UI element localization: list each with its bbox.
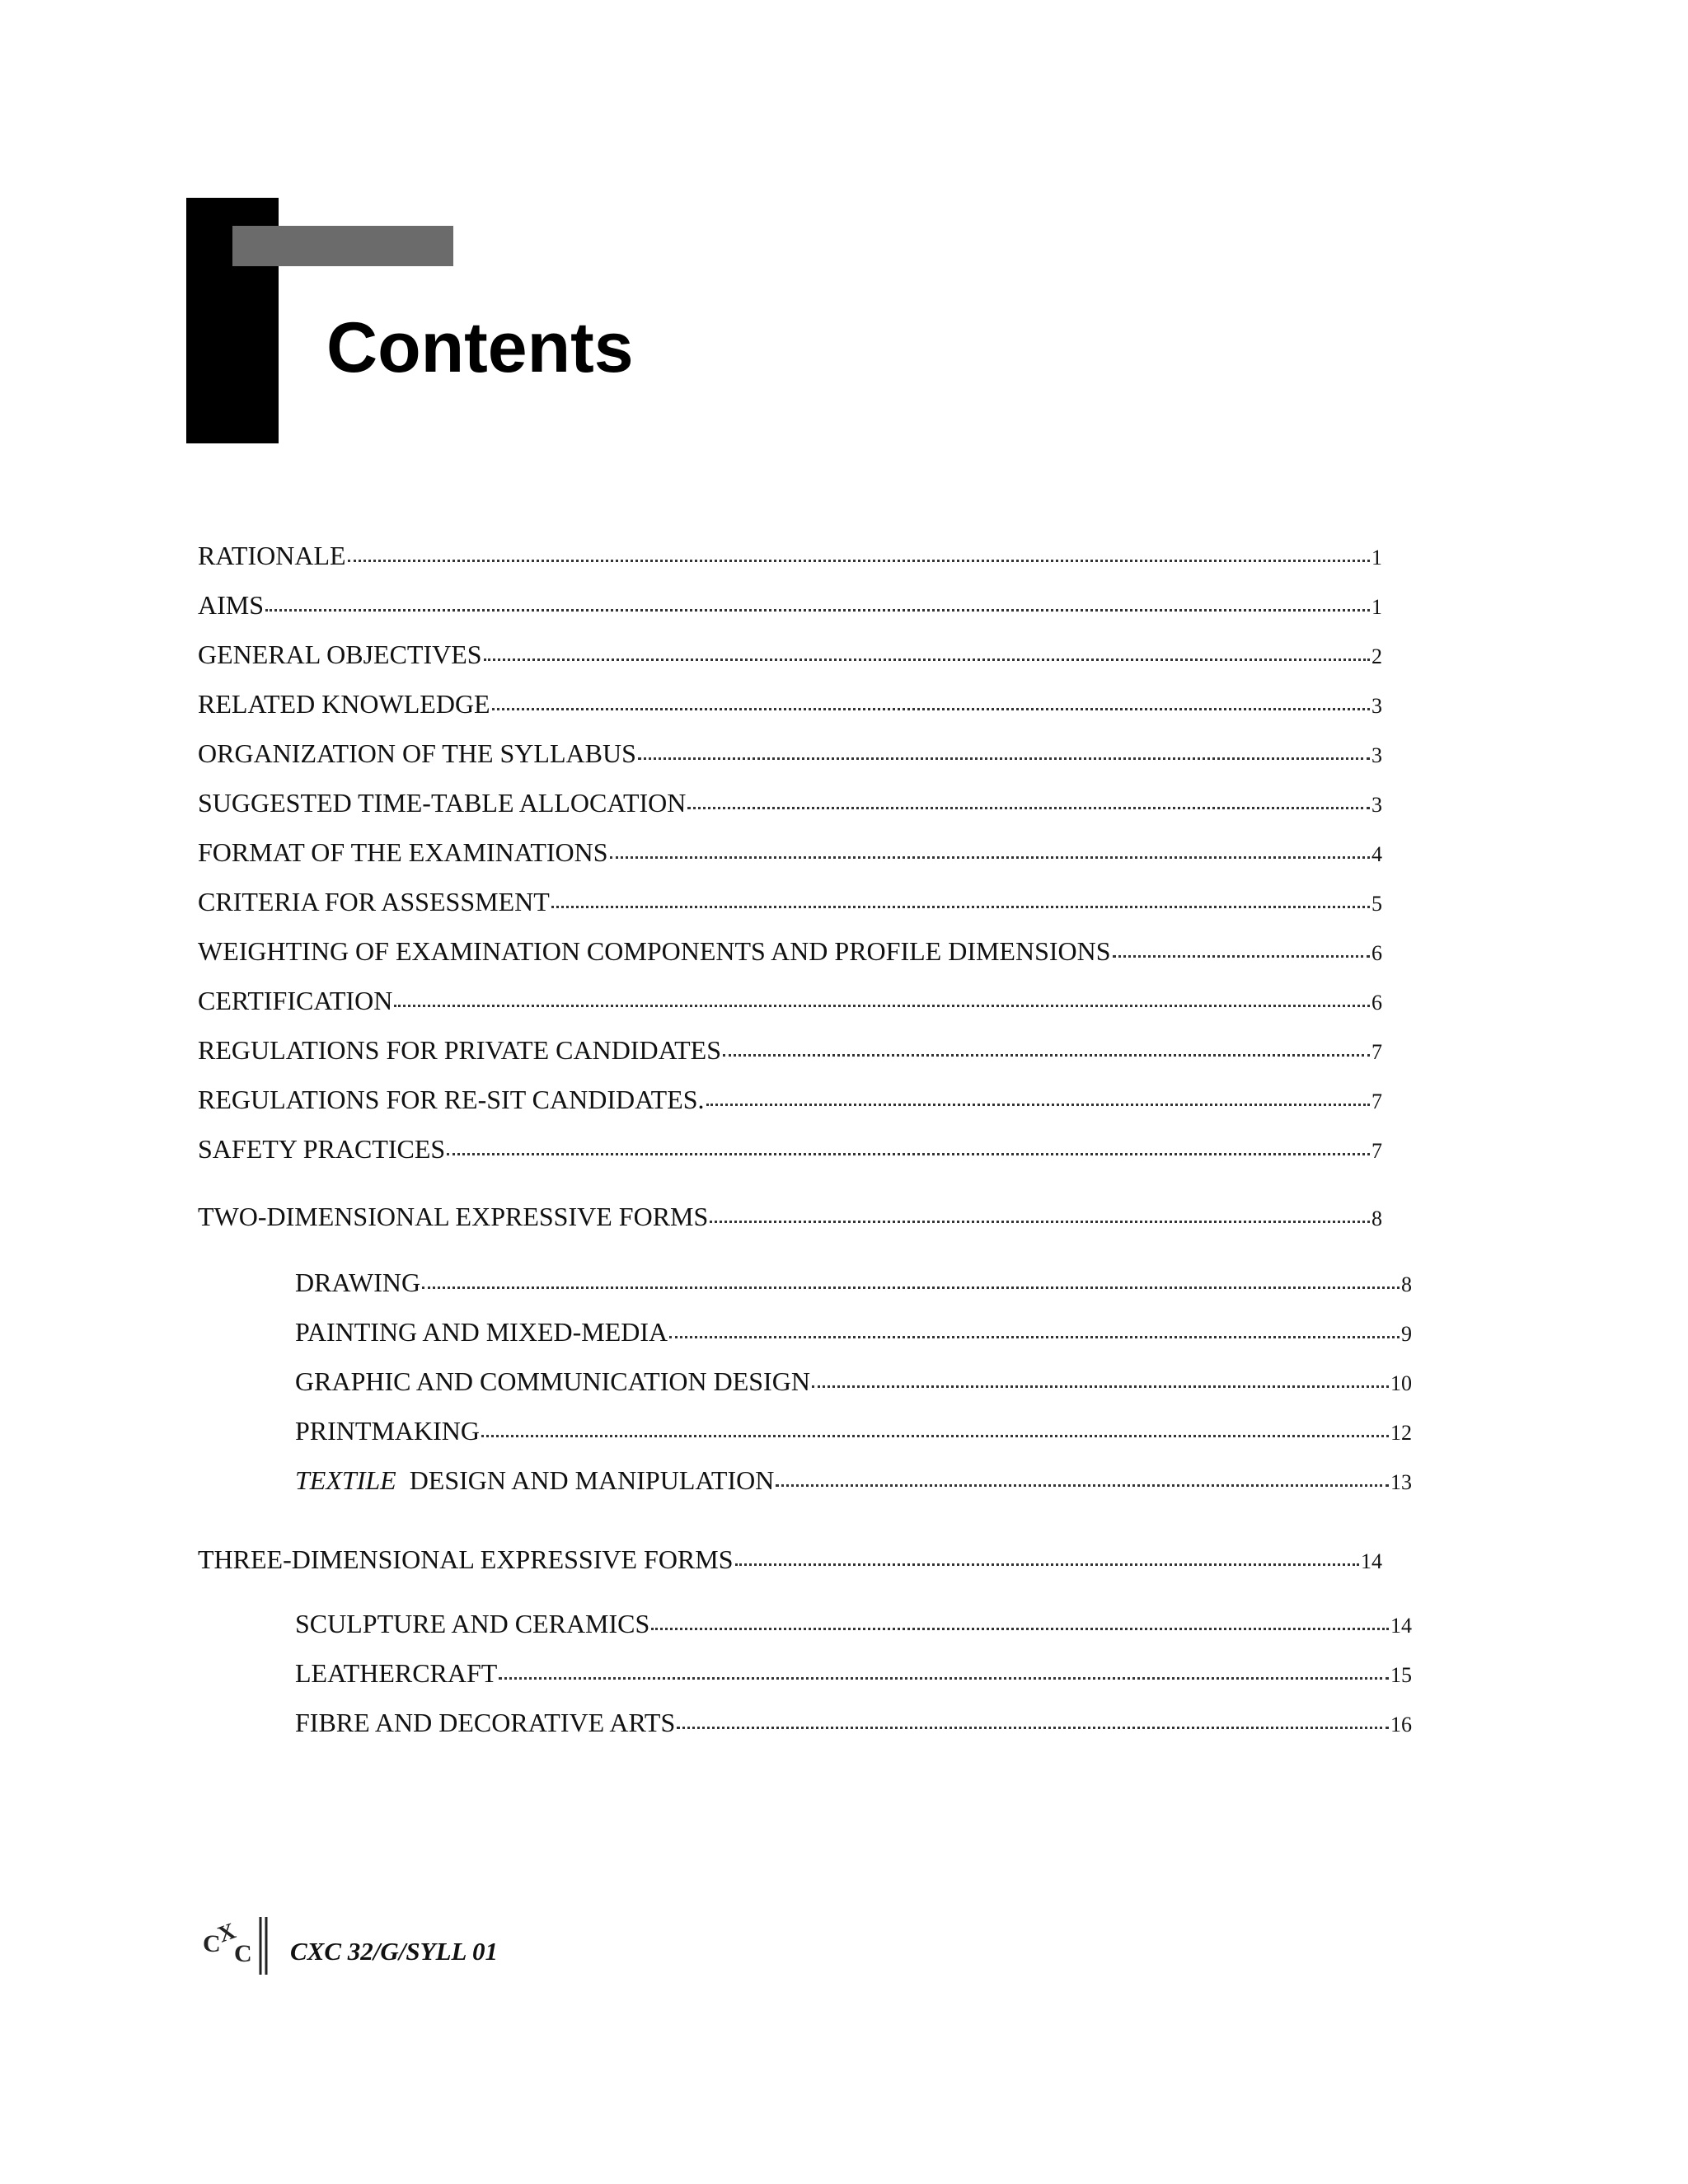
- svg-text:X: X: [214, 1918, 240, 1948]
- toc-entry-label: PRINTMAKING: [295, 1416, 480, 1446]
- toc-entry-label-rest: DESIGN AND MANIPULATION: [409, 1465, 775, 1495]
- toc-entry-time-table[interactable]: [198, 786, 1382, 819]
- toc-entry-certification[interactable]: [198, 984, 1382, 1017]
- toc-entry-painting[interactable]: [295, 1315, 1412, 1348]
- toc-page-number: 2: [1372, 644, 1382, 668]
- toc-page-number: 6: [1372, 991, 1382, 1015]
- toc-entry-label: TWO-DIMENSIONAL EXPRESSIVE FORMS: [198, 1202, 709, 1231]
- toc-entry-aims[interactable]: [198, 588, 1382, 621]
- page-title: Contents: [326, 308, 634, 387]
- dot-leader: [776, 1484, 1389, 1487]
- toc-entry-label: REGULATIONS FOR PRIVATE CANDIDATES: [198, 1035, 722, 1065]
- svg-text:C: C: [203, 1930, 221, 1957]
- toc-entry-safety[interactable]: [198, 1132, 1382, 1165]
- toc-page-number: 15: [1390, 1663, 1412, 1687]
- toc-page-number: 13: [1390, 1470, 1412, 1494]
- toc-entry-private-candidates[interactable]: [198, 1033, 1382, 1066]
- toc-entry-criteria[interactable]: [198, 885, 1382, 918]
- toc-entry-fibre[interactable]: [295, 1706, 1412, 1739]
- toc-page-number: 7: [1372, 1090, 1382, 1113]
- toc-page-number: 1: [1372, 546, 1382, 569]
- toc-entry-label: LEATHERCRAFT: [295, 1658, 498, 1688]
- toc-page-number: 9: [1401, 1322, 1412, 1346]
- dot-leader: [812, 1385, 1389, 1388]
- toc-page-number: 4: [1372, 842, 1382, 866]
- dot-leader: [735, 1563, 1359, 1566]
- toc-page-number: 1: [1372, 595, 1382, 619]
- toc-page-number: 12: [1390, 1421, 1412, 1445]
- dot-leader: [651, 1628, 1389, 1630]
- syllabus-code: CXC 32/G/SYLL 01: [290, 1937, 499, 1966]
- toc-page-number: 10: [1390, 1371, 1412, 1395]
- dot-leader: [484, 658, 1370, 661]
- toc-entry-printmaking[interactable]: [295, 1414, 1412, 1447]
- dot-leader: [394, 1005, 1370, 1007]
- toc-entry-sculpture[interactable]: [295, 1607, 1412, 1640]
- dot-leader: [422, 1286, 1400, 1289]
- toc-page-number: 14: [1361, 1549, 1382, 1573]
- toc-entry-label: CRITERIA FOR ASSESSMENT: [198, 887, 550, 916]
- toc-entry-label: CERTIFICATION: [198, 986, 393, 1015]
- dot-leader: [677, 1727, 1389, 1729]
- toc-entry-label: WEIGHTING OF EXAMINATION COMPONENTS AND PROFILE DIMENSIONS: [198, 936, 1111, 966]
- dot-leader: [499, 1677, 1389, 1680]
- toc-entry-label: REGULATIONS FOR RE-SIT CANDIDATES.: [198, 1085, 705, 1114]
- dot-leader: [706, 1104, 1370, 1106]
- toc-entry-label: SUGGESTED TIME-TABLE ALLOCATION: [198, 788, 687, 818]
- toc-entry-label: DRAWING: [295, 1268, 421, 1297]
- dot-leader: [723, 1054, 1370, 1057]
- toc-entry-label: SAFETY PRACTICES: [198, 1134, 446, 1164]
- dot-leader: [710, 1221, 1370, 1223]
- svg-text:C: C: [234, 1940, 252, 1967]
- toc-entry-label: FIBRE AND DECORATIVE ARTS: [295, 1708, 676, 1737]
- toc-entry-leathercraft[interactable]: [295, 1657, 1412, 1690]
- dot-leader: [492, 708, 1370, 710]
- dot-leader: [447, 1153, 1370, 1155]
- toc-page-number: 7: [1372, 1040, 1382, 1064]
- toc-entry-label: ORGANIZATION OF THE SYLLABUS: [198, 738, 636, 768]
- dot-leader: [687, 807, 1370, 809]
- dot-leader: [265, 609, 1370, 612]
- toc-page-number: 3: [1372, 694, 1382, 718]
- toc-entry-drawing[interactable]: [295, 1266, 1412, 1299]
- toc-entry-organization[interactable]: [198, 737, 1382, 770]
- toc-page-number: 6: [1372, 941, 1382, 965]
- toc-page-number: 3: [1372, 743, 1382, 767]
- dot-leader: [1113, 955, 1370, 958]
- toc-page-number: 7: [1372, 1139, 1382, 1163]
- toc-entry-label: GRAPHIC AND COMMUNICATION DESIGN: [295, 1366, 810, 1396]
- dot-leader: [610, 856, 1370, 859]
- toc-entry-related-knowledge[interactable]: [198, 687, 1382, 720]
- toc-entry-resit-candidates[interactable]: [198, 1083, 1382, 1116]
- toc-entry-format[interactable]: [198, 836, 1382, 869]
- dot-leader: [669, 1336, 1400, 1338]
- dot-leader: [348, 560, 1370, 562]
- toc-entry-label: [295, 1464, 774, 1497]
- toc-page-number: 3: [1372, 793, 1382, 817]
- cxc-logo-icon: [201, 1910, 275, 1976]
- toc-entry-label: RATIONALE: [198, 541, 346, 570]
- toc-page-number: 8: [1372, 1207, 1382, 1230]
- toc-entry-label-italic: TEXTILE: [295, 1465, 396, 1495]
- toc-entry-label: THREE-DIMENSIONAL EXPRESSIVE FORMS: [198, 1544, 734, 1574]
- toc-entry-label: RELATED KNOWLEDGE: [198, 689, 490, 719]
- toc-entry-rationale[interactable]: [198, 539, 1382, 572]
- toc-entry-label: SCULPTURE AND CERAMICS: [295, 1609, 650, 1638]
- toc-page-number: 5: [1372, 892, 1382, 916]
- dot-leader: [481, 1435, 1389, 1437]
- toc-page-number: 16: [1390, 1713, 1412, 1736]
- toc-entry-weighting[interactable]: [198, 935, 1382, 968]
- toc-page-number: 8: [1401, 1272, 1412, 1296]
- dot-leader: [551, 906, 1370, 908]
- toc-entry-general-objectives[interactable]: [198, 638, 1382, 671]
- toc-page-number: 14: [1390, 1614, 1412, 1638]
- toc-entry-label: PAINTING AND MIXED-MEDIA: [295, 1317, 668, 1347]
- toc-entry-textile[interactable]: [295, 1464, 1412, 1497]
- toc-entry-label: GENERAL OBJECTIVES: [198, 640, 482, 669]
- toc-entry-two-dimensional[interactable]: [198, 1200, 1382, 1233]
- toc-entry-graphic-design[interactable]: [295, 1365, 1412, 1398]
- toc-entry-label: AIMS: [198, 590, 265, 620]
- dot-leader: [638, 757, 1370, 760]
- toc-entry-label: FORMAT OF THE EXAMINATIONS: [198, 837, 608, 867]
- toc-entry-three-dimensional[interactable]: [198, 1543, 1382, 1576]
